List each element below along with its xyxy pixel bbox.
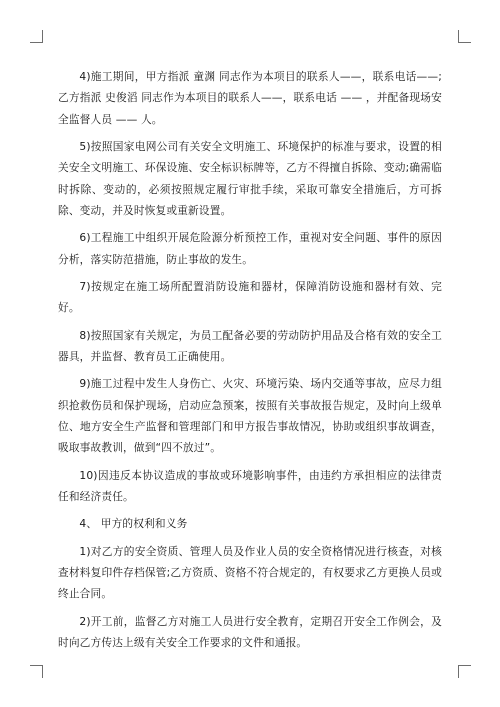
crop-mark-top-right (458, 30, 471, 43)
paragraph-safety-education: 2)开工前，监督乙方对施工人员进行安全教育，定期召开安全工作例会，及时向乙方传达上级有关安全工作要求的文件和通报。 (58, 614, 442, 649)
crop-mark-bottom-right (458, 665, 471, 678)
crop-mark-top-left (30, 30, 43, 43)
paragraph-hazard-analysis: 6)工程施工中组织开展危险源分析预控工作，重视对安全问题、事件的原因分析，落实防范措施，防止事故的发生。 (58, 231, 442, 266)
paragraph-qualification-check: 1)对乙方的安全资质、管理人员及作业人员的安全资格情况进行核查，对核查材料复印件存档保管;乙方资质、资格不符合规定的，有权要求乙方更换人员或终止合同。 (58, 544, 442, 601)
paragraph-liability: 10)因违反本协议造成的事故或环境影响事件，由违约方承担相应的法律责任和经济责任。 (58, 468, 442, 504)
crop-mark-bottom-left (30, 665, 43, 678)
paragraph-fire-equipment: 7)按规定在施工场所配置消防设施和器材，保障消防设施和器材有效、完好。 (58, 280, 442, 315)
document-body (58, 66, 442, 659)
section-heading-party-a-rights: 4、 甲方的权利和义务 (79, 517, 188, 531)
paragraph-safety-facilities: 5)按照国家电网公司有关安全文明施工、环境保护的标准与要求，设置的相关安全文明施工、环保设施、安全标识标牌等，乙方不得擅自拆除、变动;确需临时拆除、变动的，必须按照规定履行审批手续，采取可靠安全措施后，方可拆除、变动，并及时恢复或重新设置。 (58, 140, 442, 218)
paragraph-accident-response: 9)施工过程中发生人身伤亡、火灾、环境污染、场内交通等事故，应尽力组织抢救伤员和保护现场，启动应急预案，按照有关事故报告规定，及时向上级单位、地方安全生产监督和管理部门和甲方报告事故情况，协助或组织事故调查，吸取事故教训，做到“四不放过”。 (58, 377, 442, 455)
paragraph-protective-gear: 8)按照国家有关规定，为员工配备必要的劳动防护用品及合格有效的安全工器具，并监督、教育员工正确使用。 (58, 328, 442, 364)
paragraph-contact-persons: 4)施工期间，甲方指派 童渊 同志作为本项目的联系人——，联系电话——;乙方指派 史俊滔 同志作为本项目的联系人——，联系电话 —— ，并配备现场安全监督人员 —— 人。 (58, 70, 442, 126)
